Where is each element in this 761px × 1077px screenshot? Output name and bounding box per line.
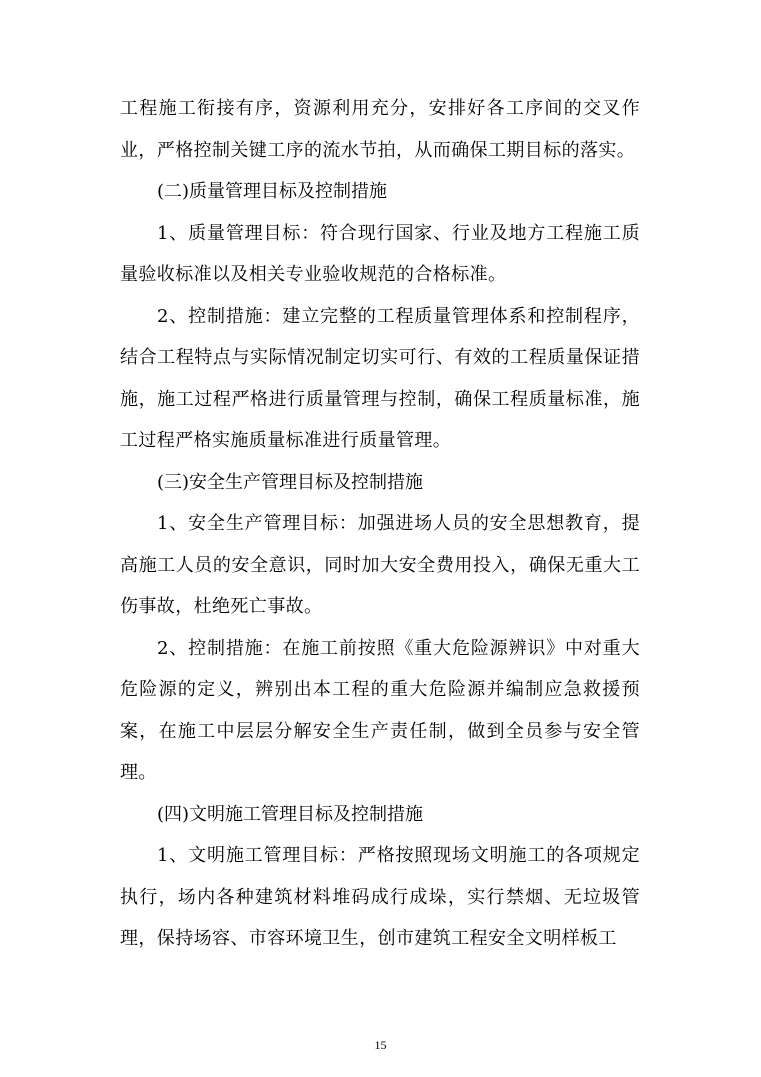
paragraph-safety-measures: 2、控制措施：在施工前按照《重大危险源辨识》中对重大危险源的定义，辨别出本工程的重大危险源并编制应急救援预案，在施工中层层分解安全生产责任制，做到全员参与安全管理。 [120, 637, 640, 783]
page-number: 15 [374, 1038, 387, 1052]
paragraph-quality-measures: 2、控制措施：建立完整的工程质量管理体系和控制程序，结合工程特点与实际情况制定切实可行、有效的工程质量保证措施，施工过程严格进行质量管理与控制，确保工程质量标准，施工过程严格实施质量标准进行质量管理。 [120, 305, 640, 451]
section-heading-quality: (二)质量管理目标及控制措施 [157, 181, 388, 202]
paragraph-continuation: 工程施工衔接有序，资源利用充分，安排好各工序间的交叉作业，严格控制关键工序的流水节拍，从而确保工期目标的落实。 [120, 98, 640, 161]
section-heading-civilized: (四)文明施工管理目标及控制措施 [157, 803, 424, 825]
paragraph-safety-target: 1、安全生产管理目标：加强进场人员的安全思想教育，提高施工人员的安全意识，同时加大安全费用投入，确保无重大工伤事故，杜绝死亡事故。 [120, 513, 640, 617]
paragraph-civilized-target: 1、文明施工管理目标：严格按照现场文明施工的各项规定执行，场内各种建筑材料堆码成行成垛，实行禁烟、无垃圾管理，保持场容、市容环境卫生，创市建筑工程安全文明样板工 [120, 845, 640, 949]
section-heading-safety: (三)安全生产管理目标及控制措施 [157, 471, 424, 493]
document-body [120, 88, 640, 960]
paragraph-quality-target: 1、质量管理目标：符合现行国家、行业及地方工程施工质量验收标准以及相关专业验收规范的合格标准。 [120, 222, 640, 285]
